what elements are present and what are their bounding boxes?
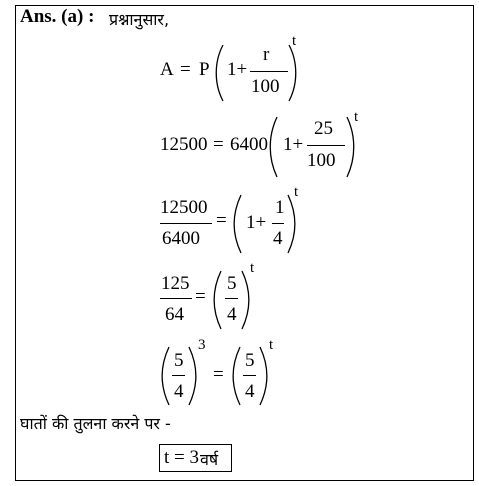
eq2-denominator: 100 [307, 150, 336, 171]
eq5-right-numerator: 5 [245, 350, 255, 371]
eq5-left-paren-2 [229, 344, 245, 408]
eq2-one-plus: 1+ [283, 134, 304, 155]
eq4-right-paren [238, 268, 254, 332]
eq5-left-paren-1 [158, 344, 174, 408]
eq5-left-numerator: 5 [174, 350, 184, 371]
result-unit: वर्ष [200, 450, 219, 469]
eq4-equals: = [195, 286, 206, 307]
eq3-left-paren [230, 192, 246, 256]
eq1-fraction-bar [250, 71, 288, 72]
eq4-inner-numerator: 5 [227, 273, 237, 294]
eq5-left-fraction-bar [172, 375, 185, 376]
eq3-one-plus: 1+ [246, 212, 267, 233]
eq2-fraction-bar [307, 145, 345, 146]
eq1-left-paren [212, 42, 228, 104]
eq5-right-denominator: 4 [245, 381, 255, 402]
eq1-variable-a: A [160, 59, 174, 80]
eq1-right-paren [285, 42, 301, 104]
eq4-left-paren [210, 268, 226, 332]
eq4-lhs-fraction-bar [160, 298, 192, 299]
eq3-inner-denominator: 4 [273, 228, 283, 249]
according-to-question-text: प्रश्नानुसार, [109, 10, 170, 29]
eq4-exponent: t [250, 260, 255, 276]
eq1-equals: = [180, 59, 191, 80]
eq3-inner-fraction-bar [272, 223, 284, 224]
eq2-left-paren [266, 114, 282, 180]
eq2-numerator: 25 [314, 118, 333, 139]
eq3-lhs-numerator: 12500 [160, 197, 208, 218]
result-expression: t = 3 [164, 447, 199, 468]
compare-exponents-text: घातों की तुलना करने पर - [20, 414, 171, 433]
eq1-exponent: t [292, 33, 297, 49]
eq2-coefficient: 6400 [230, 134, 268, 155]
eq3-exponent: t [294, 184, 299, 200]
eq2-equals: = [213, 134, 224, 155]
eq4-inner-fraction-bar [225, 298, 238, 299]
answer-label: Ans. (a) : [20, 6, 95, 27]
eq3-right-paren [284, 192, 300, 256]
eq5-left-denominator: 4 [174, 381, 184, 402]
eq5-equals: = [213, 364, 224, 385]
eq4-lhs-denominator: 64 [165, 304, 184, 325]
eq2-exponent: t [354, 109, 359, 125]
eq1-denominator: 100 [251, 76, 280, 97]
eq2-lhs: 12500 [160, 134, 208, 155]
eq3-inner-numerator: 1 [275, 197, 285, 218]
eq3-equals: = [216, 210, 227, 231]
eq3-lhs-denominator: 6400 [162, 228, 200, 249]
eq1-variable-p: P [199, 59, 210, 80]
eq5-right-exponent: t [269, 337, 274, 353]
eq5-left-exponent: 3 [198, 337, 206, 353]
eq4-inner-denominator: 4 [227, 304, 237, 325]
eq5-right-fraction-bar [243, 375, 256, 376]
eq3-lhs-fraction-bar [160, 223, 212, 224]
eq4-lhs-numerator: 125 [161, 273, 190, 294]
eq1-numerator: r [263, 44, 270, 65]
eq1-one-plus: 1+ [227, 59, 248, 80]
